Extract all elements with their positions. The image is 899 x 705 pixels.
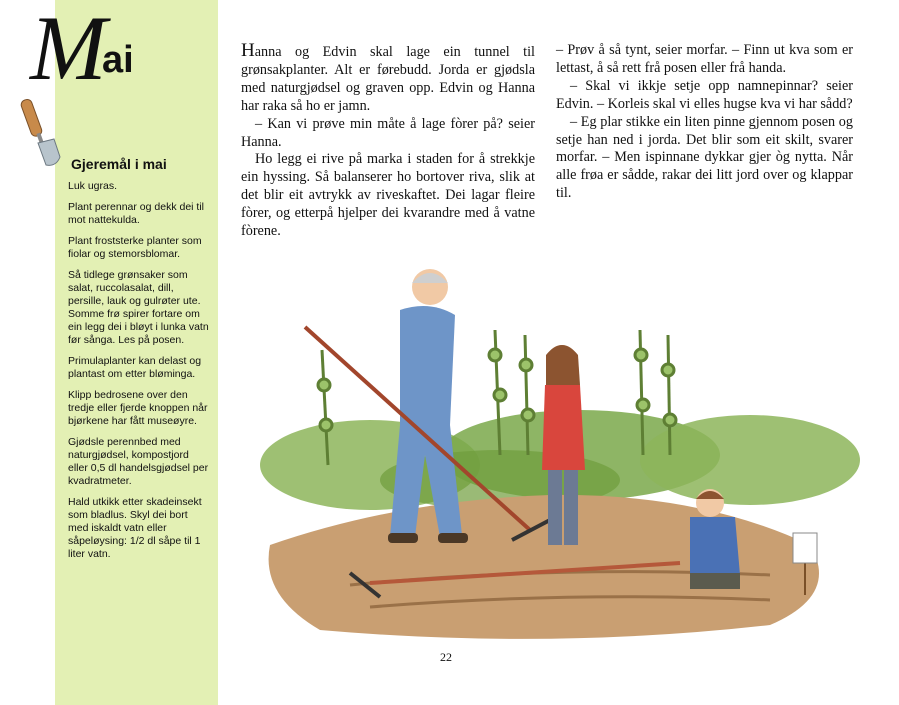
tasks-heading: Gjeremål i mai [71, 156, 167, 172]
story-paragraph: Ho legg ei rive på marka i staden for å strekkje ein hyssing. Så balanserer ho bortover riva, slik at det blir eit avtrykk av riveskaftet. Dei lagar fleire fòrer, og etterpå hjelper dei kvarandre med å vatne fòrene. [241, 151, 535, 240]
task-item: Klipp bedrosene over den tredje eller fjerde knoppen når bjørkene har fått museøyre. [68, 389, 208, 427]
task-item: Gjødsle perennbed med naturgjødsel, kompostjord eller 0,5 dl handelsgjødsel per kvadratmeter. [68, 436, 209, 487]
task-item: Så tidlege grønsaker som salat, ruccolasalat, dill, persille, lauk og gulrøter ute. Somme frø spirer fortare om ein legg dei i bløyt i lunka vatn før sånga. Les på posen. [68, 269, 209, 346]
story-column-1 [241, 42, 535, 241]
page-number: 22 [440, 650, 452, 664]
task-item: Plant froststerke planter som fiolar og stemorsblomar. [68, 235, 202, 260]
story-paragraph: – Kan vi prøve min måte å lage fòrer på? seier Hanna. [241, 115, 535, 150]
tasks-list [68, 180, 210, 569]
story-paragraph: Hanna og Edvin skal lage ein tunnel til grønsakplanter. Alt er førebudd. Jorda er gjødsla med naturgjødsel og graven opp. Edvin og Hanna har raka så ho er jamn. [241, 40, 535, 114]
title-rest: ai [102, 39, 134, 81]
title-initial: M [30, 0, 107, 99]
story-column-2 [556, 42, 853, 203]
story-paragraph: – Skal vi ikkje setje opp namnepinnar? seier Edvin. – Korleis skal vi elles hugse kva vi har sådd? [556, 77, 853, 112]
garden-illustration [250, 255, 870, 655]
task-item: Hald utkikk etter skadeinsekt som bladlus. Skyl dei bort med iskaldt vatn eller såpeløysing: 1/2 dl såpe til 1 liter vatn. [68, 496, 202, 560]
dropcap-letter: H [241, 40, 255, 61]
task-item: Luk ugras. [68, 180, 118, 192]
story-paragraph: – Eg plar stikke ein liten pinne gjennom posen og setje han ned i jorda. Det blir som eit skilt, svarer morfar. – Men ispinnane dykkar gjer òg nytta. Når alle frøa er sådde, rakar dei litt jord over og klappar til. [556, 113, 853, 202]
story-paragraph: – Prøv å så tynt, seier morfar. – Finn ut kva som er lettast, å så rett frå posen eller frå handa. [556, 42, 853, 76]
trowel-icon [20, 95, 70, 170]
task-item: Plant perennar og dekk dei til mot nattekulda. [68, 201, 205, 226]
task-item: Primulaplanter kan delast og plantast om etter bløminga. [68, 355, 202, 380]
